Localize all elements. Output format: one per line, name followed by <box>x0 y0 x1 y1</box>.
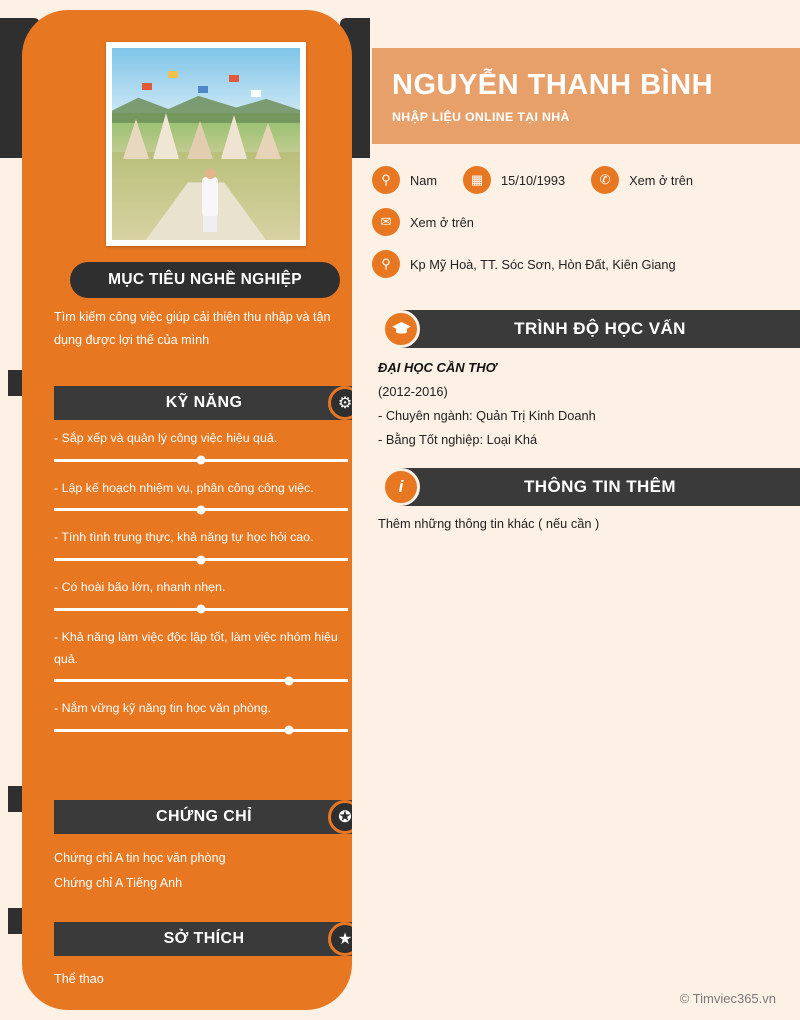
skill-label: - Lập kế hoạch nhiệm vụ, phân công công việc. <box>54 480 314 495</box>
footer-credit: © Timviec365.vn <box>679 991 776 1006</box>
certificates-title: CHỨNG CHỈ <box>156 808 252 825</box>
list-item: Chứng chỉ A tin học văn phòng <box>54 851 226 865</box>
hobbies-section-header <box>54 922 352 956</box>
skills-title: KỸ NĂNG <box>165 394 243 411</box>
slider-knob[interactable] <box>285 726 294 735</box>
photo-flag <box>142 83 152 90</box>
list-item: Chứng chỉ A Tiếng Anh <box>54 875 183 890</box>
contact-row <box>372 250 792 278</box>
skill-slider[interactable] <box>54 459 348 462</box>
skill-slider[interactable] <box>54 558 348 561</box>
calendar-icon: ▦ <box>463 166 491 194</box>
hobbies-list <box>54 968 344 992</box>
skill-slider[interactable] <box>54 679 348 682</box>
contact-info <box>372 166 792 292</box>
career-objective-title: MỤC TIÊU NGHỀ NGHIỆP <box>108 271 302 288</box>
medal-icon: ✪ <box>328 800 352 834</box>
gear-icon: ⚙ <box>328 386 352 420</box>
more-info-text: Thêm những thông tin khác ( nếu cần ) <box>378 516 600 531</box>
photo-teepee <box>187 121 213 159</box>
education-major: - Chuyên ngành: Quản Trị Kinh Doanh <box>378 408 596 423</box>
contact-row <box>372 166 792 194</box>
photo-person <box>202 177 218 217</box>
graduation-cap-icon <box>382 310 420 348</box>
list-item <box>54 698 352 732</box>
page-title: NGUYỄN THANH BÌNH <box>392 68 714 101</box>
contact-address <box>372 250 676 278</box>
career-objective-text: Tìm kiếm công việc giúp cải thiện thu nhập và tận dụng được lợi thế của mình <box>54 310 331 348</box>
portrait-photo <box>112 48 300 240</box>
contact-email-value: Xem ở trên <box>410 214 474 230</box>
slider-knob[interactable] <box>197 555 206 564</box>
info-icon: i <box>382 468 420 506</box>
list-item <box>54 527 352 561</box>
education-title: TRÌNH ĐỘ HỌC VẤN <box>514 319 686 338</box>
gender-icon: ⚲ <box>372 166 400 194</box>
slider-knob[interactable] <box>285 676 294 685</box>
photo-flag <box>251 90 261 97</box>
list-item: Thể thao <box>54 972 104 986</box>
list-item <box>54 478 352 512</box>
slider-knob[interactable] <box>197 456 206 465</box>
skills-list <box>54 428 352 748</box>
photo-person-legs <box>203 216 217 232</box>
photo-person-head <box>205 168 216 179</box>
contact-row <box>372 208 792 236</box>
education-years: (2012-2016) <box>378 384 448 399</box>
photo-teepee <box>153 113 179 159</box>
list-item <box>54 627 352 682</box>
skill-label: - Khả năng làm việc độc lập tốt, làm việc nhóm hiệu quả. <box>54 629 338 666</box>
contact-birthday-value: 15/10/1993 <box>501 172 566 188</box>
education-body <box>378 360 788 447</box>
slider-knob[interactable] <box>197 605 206 614</box>
left-sidebar <box>22 10 352 1010</box>
skill-label: - Nắm vững kỹ năng tin học văn phòng. <box>54 701 271 716</box>
career-objective-banner <box>70 262 340 298</box>
skill-label: - Có hoài bão lớn, nhanh nhẹn. <box>54 580 226 595</box>
skills-section-header <box>54 386 352 420</box>
avatar <box>106 42 306 246</box>
star-icon: ★ <box>328 922 352 956</box>
contact-gender-value: Nam <box>410 172 438 188</box>
list-item <box>54 577 352 611</box>
email-icon: ✉ <box>372 208 400 236</box>
skill-slider[interactable] <box>54 729 348 732</box>
photo-flag <box>168 71 178 78</box>
photo-teepee <box>123 119 149 159</box>
certificates-section-header <box>54 800 352 834</box>
education-school: ĐẠI HỌC CẦN THƠ <box>378 360 497 375</box>
skill-slider[interactable] <box>54 508 348 511</box>
more-info-title: THÔNG TIN THÊM <box>524 477 676 496</box>
education-degree: - Bằng Tốt nghiệp: Loại Khá <box>378 432 538 447</box>
slider-knob[interactable] <box>197 505 206 514</box>
contact-gender <box>372 166 437 194</box>
hobbies-title: SỞ THÍCH <box>163 930 245 947</box>
contact-birthday <box>463 166 565 194</box>
more-info-section-header <box>400 468 800 506</box>
skill-label: - Tính tình trung thực, khả năng tự học hỏi cao. <box>54 530 314 545</box>
photo-teepee <box>255 123 281 159</box>
name-banner <box>372 48 800 144</box>
contact-email <box>372 208 474 236</box>
photo-teepee <box>221 115 247 159</box>
phone-icon: ✆ <box>591 166 619 194</box>
contact-phone <box>591 166 693 194</box>
photo-flag <box>198 86 208 93</box>
skill-slider[interactable] <box>54 608 348 611</box>
job-title: NHẬP LIỆU ONLINE TẠI NHÀ <box>392 109 570 124</box>
contact-address-value: Kp Mỹ Hoà, TT. Sóc Sơn, Hòn Đất, Kiên Giang <box>410 256 676 272</box>
photo-flag <box>229 75 239 82</box>
certificates-list <box>54 846 344 895</box>
location-icon: ⚲ <box>372 250 400 278</box>
list-item <box>54 428 352 462</box>
education-section-header <box>400 310 800 348</box>
graduation-cap-glyph <box>392 322 411 336</box>
skill-label: - Sắp xếp và quản lý công việc hiệu quả. <box>54 431 278 445</box>
contact-phone-value: Xem ở trên <box>629 172 693 188</box>
